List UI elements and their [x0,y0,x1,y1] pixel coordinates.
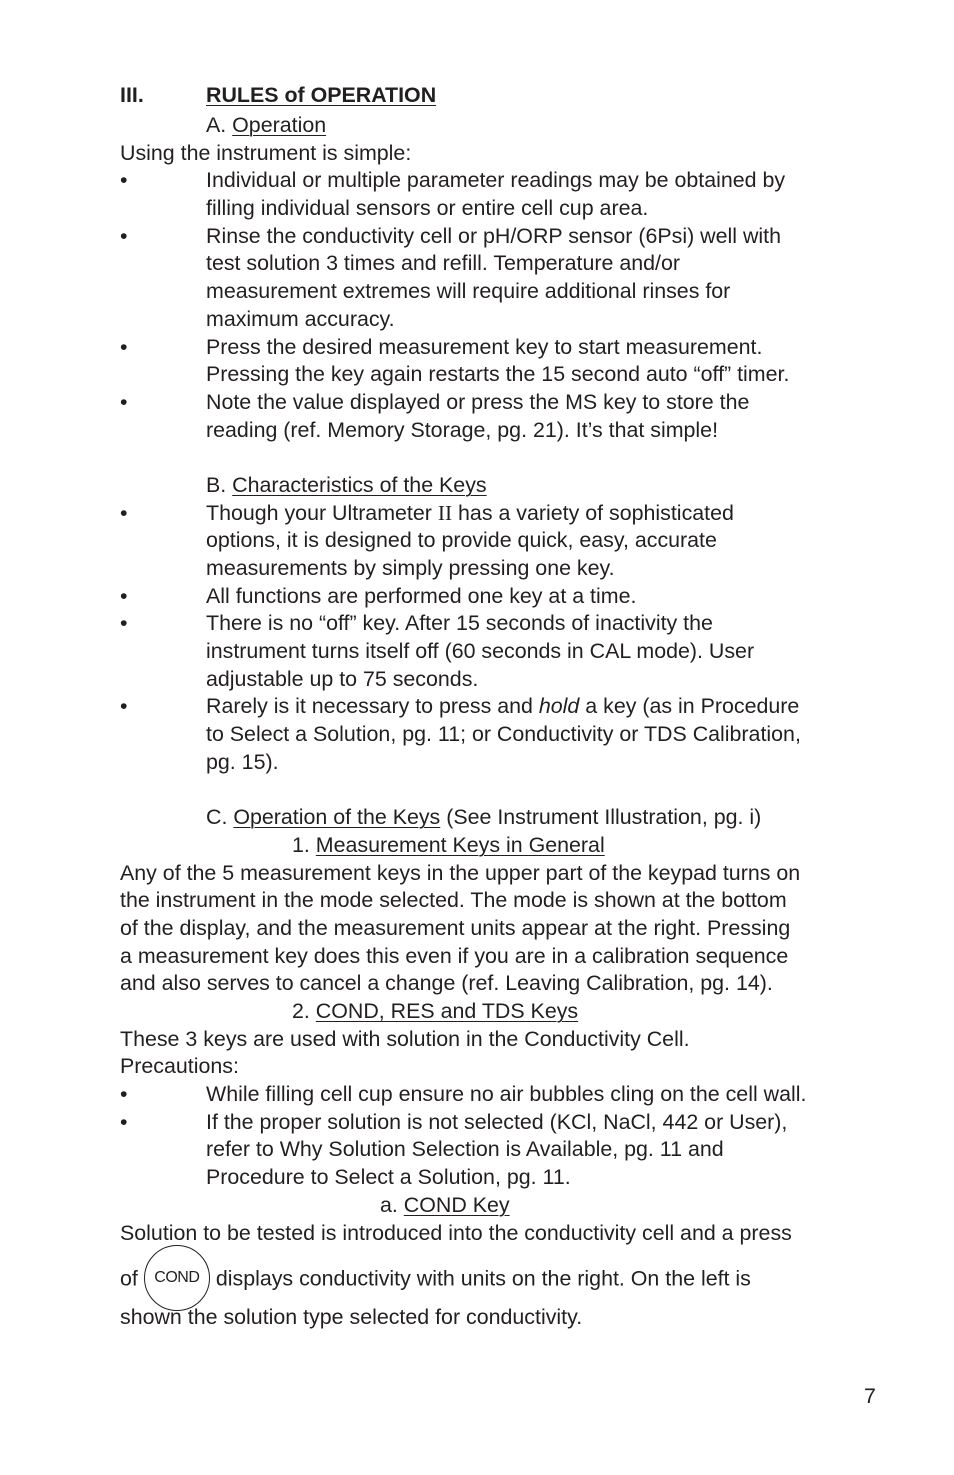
item-a-title: COND Key [403,1192,510,1217]
bullet-text: a key (as in Procedure [579,694,800,719]
bullet-text: Procedure to Select a Solution, pg. 11. [206,1165,571,1190]
bullet-text: test solution 3 times and refill. Temperature and/or [206,251,681,276]
bullet-item [120,583,880,611]
spacer [120,444,880,472]
emphasis-text: hold [538,694,580,719]
bullet-text: filling individual sensors or entire cell cup area. [206,196,649,221]
item-1-label: 1. [292,832,310,857]
bullet-text: Pressing the key again restarts the 15 second auto “off” timer. [206,362,790,387]
item-1-title: Measurement Keys in General [315,832,605,857]
bullet-text: measurements by simply pressing one key. [206,556,615,580]
subsection-a-intro: Using the instrument is simple: [120,140,412,165]
bullet-marker: • [120,168,128,193]
bullet-marker: • [120,611,128,636]
bullet-item [120,1081,880,1109]
section-title: RULES of OPERATION [206,83,437,107]
bullet-item [120,693,880,776]
bullet-text: adjustable up to 75 seconds. [206,666,479,691]
subsection-b-bullets [120,500,880,777]
subsection-c-title: Operation of the Keys [233,805,441,830]
manual-page [120,82,880,1332]
bullet-text: There is no “off” key. After 15 seconds of inactivity the [206,611,713,636]
bullet-text: Note the value displayed or press the MS key to store the [206,389,750,414]
bullet-text: Though your Ultrameter [206,500,438,525]
roman-numeral: II [437,500,453,525]
bullet-text: Press the desired measurement key to start measurement. [206,334,763,359]
paragraph-text: of [120,1266,138,1291]
subsection-a-heading [120,112,880,140]
bullet-marker: • [120,694,128,719]
item-2-title: COND, RES and TDS Keys [315,999,579,1023]
section-heading [120,82,880,112]
cond-key-icon: COND [144,1245,210,1311]
page-number: 7 [864,1384,876,1408]
precautions-bullets [120,1081,880,1192]
subsection-b-heading [120,472,880,500]
precautions-label: Precautions: [120,1054,239,1079]
bullet-marker: • [120,1109,128,1134]
bullet-text: pg. 15). [206,749,279,774]
subsection-c-heading [120,804,880,832]
bullet-marker: • [120,500,128,525]
subsection-b-label: B. [206,472,227,497]
bullet-item [120,500,880,583]
bullet-text: All functions are performed one key at a time. [206,583,637,608]
bullet-item [120,610,880,693]
subsection-a-title: Operation [232,113,327,137]
section-number: III. [120,83,144,107]
bullet-text: reading (ref. Memory Storage, pg. 21). It’s that simple! [206,417,719,442]
bullet-item [120,223,880,334]
item-1-paragraph [120,860,880,998]
bullet-marker: • [120,1082,128,1107]
bullet-text: While filling cell cup ensure no air bubbles cling on the cell wall. [206,1082,807,1107]
bullet-text: measurement extremes will require additional rinses for [206,279,731,304]
item-1-heading [120,832,880,860]
bullet-text: instrument turns itself off (60 seconds in CAL mode). User [206,639,755,664]
bullet-text: Rarely is it necessary to press and [206,694,539,719]
bullet-text: maximum accuracy. [206,306,395,331]
paragraph-line: Any of the 5 measurement keys in the upper part of the keypad turns on [120,860,801,885]
item-2-heading [120,998,880,1026]
paragraph-line: and also serves to cancel a change (ref. Leaving Calibration, pg. 14). [120,971,773,996]
subsection-b-title: Characteristics of the Keys [232,472,487,497]
spacer [120,777,880,805]
bullet-text: Individual or multiple parameter readings may be obtained by [206,168,786,193]
item-2-paragraph: These 3 keys are used with solution in the Conductivity Cell. [120,1026,690,1051]
paragraph-line: the instrument in the mode selected. The mode is shown at the bottom [120,888,787,913]
paragraph-text: displays conductivity with units on the right. On the left is [215,1266,751,1291]
bullet-marker: • [120,223,128,248]
subsection-c-note: (See Instrument Illustration, pg. i) [440,805,762,830]
bullet-marker: • [120,389,128,414]
item-2-label: 2. [292,999,310,1023]
bullet-marker: • [120,583,128,608]
cond-key-line [120,1247,880,1304]
bullet-text: to Select a Solution, pg. 11; or Conductivity or TDS Calibration, [206,722,801,747]
item-a-heading [120,1192,880,1220]
bullet-text: has a variety of sophisticated [452,500,734,525]
subsection-a-label: A. [206,113,227,137]
bullet-item [120,1109,880,1192]
paragraph-line: of the display, and the measurement units appear at the right. Pressing [120,915,791,940]
bullet-text: If the proper solution is not selected (KCl, NaCl, 442 or User), [206,1109,788,1134]
paragraph-line: shown the solution type selected for conductivity. [120,1305,583,1330]
subsection-c-label: C. [206,805,228,830]
item-a-label: a. [380,1192,398,1217]
bullet-marker: • [120,334,128,359]
bullet-text: options, it is designed to provide quick, easy, accurate [206,528,717,553]
bullet-item [120,334,880,389]
bullet-item [120,389,880,444]
subsection-a-bullets [120,167,880,444]
paragraph-line: a measurement key does this even if you are in a calibration sequence [120,943,789,968]
bullet-item [120,167,880,222]
paragraph-line: Solution to be tested is introduced into the conductivity cell and a press [120,1220,792,1245]
bullet-text: refer to Why Solution Selection is Available, pg. 11 and [206,1137,724,1162]
bullet-text: Rinse the conductivity cell or pH/ORP sensor (6Psi) well with [206,223,781,248]
